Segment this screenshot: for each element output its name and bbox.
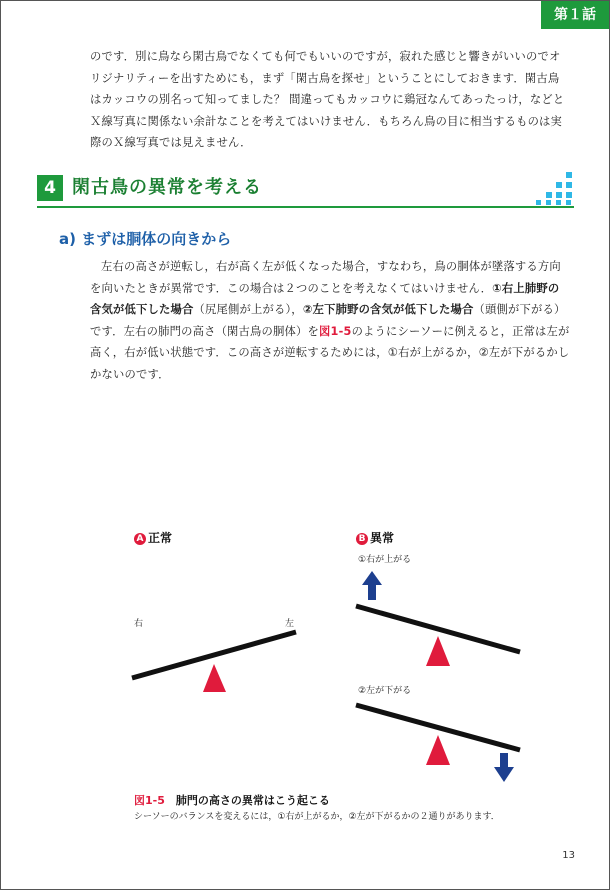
case2-fulcrum — [426, 735, 450, 765]
intro-paragraph: のです．別に鳥なら閑古鳥でなくても何でもいいのですが，寂れた感じと響きがいいのでオリジナリティーを出すためにも，まず「閑古鳥を探せ」ということにしておきます．閑古鳥はカッコウの別名って知ってました？ 間違ってもカッコウに鶏冠なんてあったっけ，などとＸ線写真に関係ない余計なことを考えてはいけません．もちろん鳥の目に相当するものは実際のＸ線写真では見えません． — [90, 50, 565, 149]
arrow-down-icon — [494, 753, 514, 782]
normal-label-text: 正常 — [148, 531, 173, 545]
caption-number: 図1-5 — [134, 794, 165, 807]
abnormal-label-text: 異常 — [370, 531, 395, 545]
body-bold-case1: ①右上肺野の含気が低下した場合 — [90, 281, 560, 316]
caption-title-text: 肺門の高さの異常はこう起こる — [175, 794, 330, 807]
figure-caption-title — [134, 794, 330, 808]
right-side-label: 右 — [134, 619, 144, 629]
case2-label: ②左が下がる — [358, 686, 412, 696]
body-text: のようにシーソーに例えると，正常は左が高く，右が低い状態です．この高さが逆転するためには，①右が上がるか，②左が下がるかしかないのです． — [90, 324, 570, 381]
body-text: （尻尾側が上がる）， — [193, 303, 303, 316]
normal-fulcrum — [203, 664, 226, 692]
badge-a: A — [134, 533, 146, 545]
case1-fulcrum — [426, 636, 450, 666]
left-side-label: 左 — [285, 619, 295, 629]
body-text: （頭側が下がる）です．左右の肺門の高さ（閑古鳥の胴体）を — [90, 303, 566, 338]
body-text: 左右の高さが逆転し，右が高く左が低くなった場合，すなわち，鳥の胴体が墜落する方向を向いたときが異常です．この場合は２つのことを考えなくてはいけません． — [90, 260, 561, 295]
subsection-title: a) まずは胴体の向きから — [59, 230, 232, 248]
section-number: 4 — [37, 175, 63, 201]
chapter-tab: 第１話 — [541, 1, 609, 29]
section-title: 閑古鳥の異常を考える — [72, 177, 262, 198]
figure-reference: 図1-5 — [319, 324, 352, 338]
body-bold-case2: ②左下肺野の含気が低下した場合 — [302, 303, 474, 316]
page-number: 13 — [562, 850, 575, 861]
badge-b: B — [356, 533, 368, 545]
case1-label: ①右が上がる — [358, 555, 412, 565]
figure-caption-text: シーソーのバランスを変えるには，①右が上がるか，②左が下がるかの２通りがあります． — [134, 812, 500, 822]
arrow-up-icon — [362, 571, 382, 600]
